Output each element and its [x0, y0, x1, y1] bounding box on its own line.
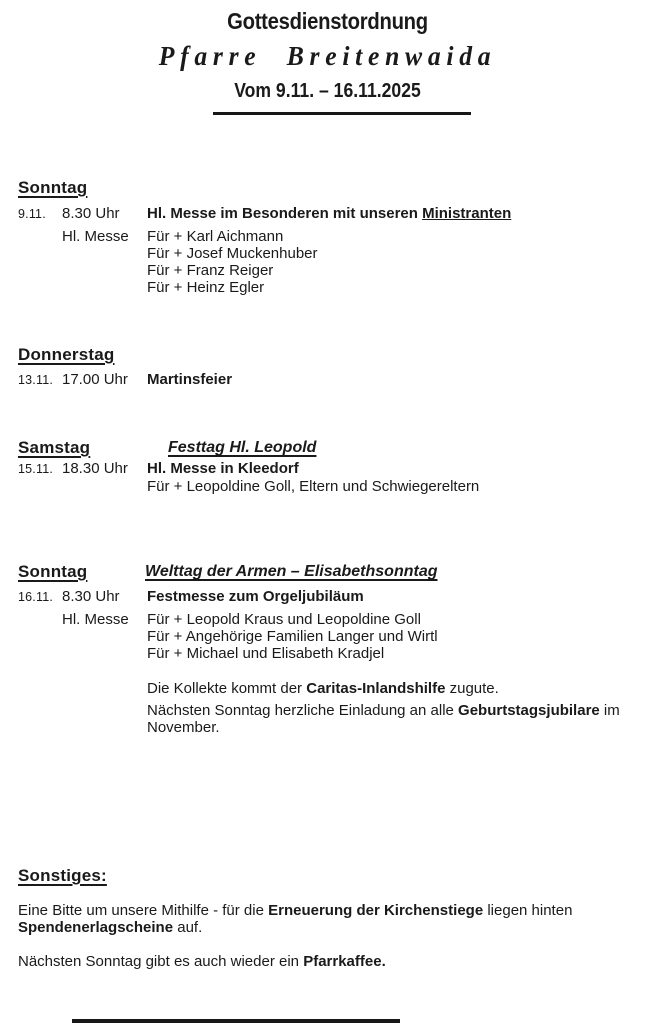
pfarrkaffee-paragraph: Nächsten Sonntag gibt es auch wieder ein Pfarrkaffee.	[18, 953, 386, 970]
day-heading-line	[0, 562, 655, 582]
section-sonstiges	[0, 866, 655, 970]
event-row	[0, 245, 655, 262]
document-title: Gottesdienstordnung	[227, 8, 428, 34]
section-donnerstag	[0, 345, 655, 389]
feast-title: Festtag Hl. Leopold	[168, 439, 317, 456]
day-heading-line	[0, 178, 655, 198]
event-row	[0, 611, 655, 628]
event-date: 9.11.	[18, 207, 46, 221]
mass-intention: Für + Leopoldine Goll, Eltern und Schwiegereltern	[147, 478, 480, 495]
event-title: Martinsfeier	[147, 371, 233, 388]
event-row	[0, 371, 655, 389]
donation-paragraph: Eine Bitte um unsere Mithilfe - für die Erneuerung der Kirchenstiege liegen hinten Spendenerlagscheine auf.	[18, 902, 573, 936]
day-heading-line	[0, 438, 655, 458]
event-row	[0, 588, 655, 606]
mass-intention: Für + Angehörige Familien Langer und Wirtl	[147, 628, 438, 645]
header-rule	[213, 112, 471, 115]
day-heading: Sonntag	[18, 178, 88, 197]
event-time: 17.00 Uhr	[62, 371, 128, 388]
event-time: 18.30 Uhr	[62, 460, 128, 477]
sonstiges-heading: Sonstiges:	[18, 866, 107, 885]
section-sonntag-2	[0, 562, 655, 736]
mass-intention: Für + Leopold Kraus und Leopoldine Goll	[147, 611, 421, 628]
event-date: 16.11.	[18, 590, 54, 604]
parish-name: Pfarre Breitenwaida	[158, 41, 497, 71]
birthday-invitation-note: Nächsten Sonntag herzliche Einladung an alle Geburtstagsjubilare im November.	[147, 702, 620, 736]
mass-intention: Für + Franz Reiger	[147, 262, 274, 279]
mass-intention: Für + Josef Muckenhuber	[147, 245, 318, 262]
section-samstag	[0, 438, 655, 495]
mass-label: Hl. Messe	[62, 228, 129, 245]
document-header	[0, 8, 655, 115]
event-row	[0, 478, 655, 495]
mass-intention: Für + Michael und Elisabeth Kradjel	[147, 645, 385, 662]
day-heading: Sonntag	[18, 562, 88, 581]
event-row	[0, 228, 655, 245]
event-title: Hl. Messe im Besonderen mit unseren Ministranten	[147, 205, 512, 222]
event-row	[0, 279, 655, 296]
section-sonntag-1	[0, 178, 655, 296]
mass-intention: Für + Karl Aichmann	[147, 228, 284, 245]
day-heading: Samstag	[18, 438, 91, 457]
mass-label: Hl. Messe	[62, 611, 129, 628]
event-date: 15.11.	[18, 462, 54, 476]
event-title: Festmesse zum Orgeljubiläum	[147, 588, 364, 605]
event-row	[0, 460, 655, 478]
feast-title: Welttag der Armen – Elisabethsonntag	[145, 563, 438, 580]
day-heading-line	[0, 866, 655, 886]
bottom-rule	[72, 1019, 400, 1023]
event-title: Hl. Messe in Kleedorf	[147, 460, 299, 477]
event-time: 8.30 Uhr	[62, 588, 120, 605]
date-range: Vom 9.11. – 16.11.2025	[234, 80, 421, 102]
collection-note: Die Kollekte kommt der Caritas-Inlandshilfe zugute.	[147, 680, 499, 697]
event-row	[0, 645, 655, 662]
event-date: 13.11.	[18, 373, 54, 387]
event-row	[0, 628, 655, 645]
event-row	[0, 262, 655, 279]
mass-intention: Für + Heinz Egler	[147, 279, 265, 296]
day-heading: Donnerstag	[18, 345, 115, 364]
event-time: 8.30 Uhr	[62, 205, 120, 222]
day-heading-line	[0, 345, 655, 365]
event-row	[0, 205, 655, 223]
